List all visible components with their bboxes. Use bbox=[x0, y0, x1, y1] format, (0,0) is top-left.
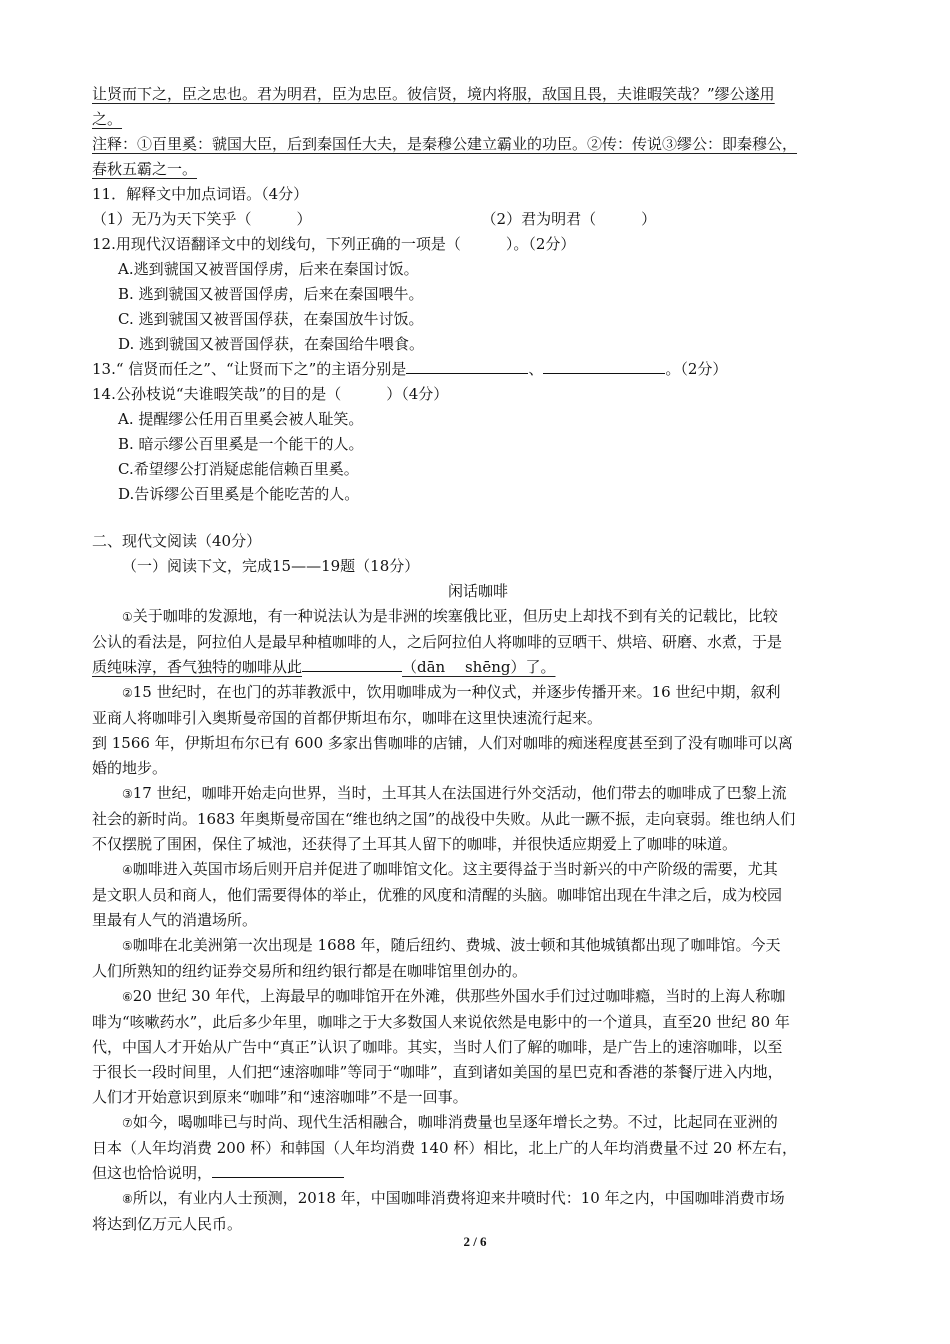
paragraph-text: 17 世纪，咖啡开始走向世界，当时，土耳其人在法国进行外交活动，他们带去的咖啡成了巴黎上流 bbox=[132, 784, 787, 802]
paragraph-2-line: 婚的地步。 bbox=[92, 759, 168, 777]
document-page bbox=[92, 82, 864, 1237]
question-14-option-a: A. 提醒缪公任用百里奚会被人耻笑。 bbox=[118, 410, 364, 428]
paragraph-text: 质纯味淳，香气独特的咖啡从此 bbox=[92, 658, 303, 676]
paragraph-1-line bbox=[92, 655, 864, 680]
passage-line: 让贤而下之，臣之忠也。君为明君，臣为忠臣。彼信贤，境内将服，敌国且畏，夫谁暇笑哉？”缪公遂用 bbox=[92, 85, 775, 103]
paragraph-2-line: 到 1566 年，伊斯坦布尔已有 600 多家出售咖啡的店铺，人们对咖啡的痴迷程度甚至到了没有咖啡可以离 bbox=[92, 734, 793, 752]
question-14-option-c: C.希望缪公打消疑虑能信赖百里奚。 bbox=[118, 460, 359, 478]
paragraph-text: 但这也恰恰说明， bbox=[92, 1164, 213, 1182]
paragraph-6-line: 于很长一段时间里，人们把“速溶咖啡”等同于“咖啡”，直到诸如美国的星巴克和香港的茶餐厅进入内地， bbox=[92, 1063, 783, 1081]
question-14-stem: 14.公孙枝说“夫谁暇笑哉”的目的是（ ）（4分） bbox=[92, 385, 449, 403]
paragraph-text: 关于咖啡的发源地，有一种说法认为是非洲的埃塞俄比亚，但历史上却找不到有关的记载比，比较 bbox=[132, 607, 778, 625]
paragraph-number: ③ bbox=[122, 787, 133, 801]
paragraph-number: ⑦ bbox=[122, 1116, 133, 1130]
answer-blank[interactable] bbox=[406, 357, 528, 374]
paragraph-text: 咖啡进入英国市场后则开启并促进了咖啡馆文化。这主要得益于当时新兴的中产阶级的需要，尤其 bbox=[132, 860, 778, 878]
paragraph-8-line bbox=[92, 1186, 864, 1212]
paragraph-1-line: 公认的看法是，阿拉伯人是最早种植咖啡的人，之后阿拉伯人将咖啡的豆晒干、烘培、研磨、水煮，于是 bbox=[92, 633, 783, 651]
paragraph-number: ⑧ bbox=[122, 1192, 133, 1206]
question-12-option-c: C. 逃到虢国又被晋国俘获，在秦国放牛讨饭。 bbox=[118, 310, 424, 328]
question-14-option-d: D.告诉缪公百里奚是个能吃苦的人。 bbox=[118, 485, 360, 503]
paragraph-7-line: 日本（人年均消费 200 杯）和韩国（人年均消费 140 杯）相比，北上广的人年均消费量不过 20 杯左右， bbox=[92, 1139, 797, 1157]
question-14-option-b: B. 暗示缪公百里奚是一个能干的人。 bbox=[118, 435, 364, 453]
annotation-line: 注释：①百里奚：虢国大臣，后到秦国任大夫，是秦穆公建立霸业的功臣。②传：传说③缪公：即秦穆公， bbox=[92, 135, 798, 153]
paragraph-4-line: 是文职人员和商人，他们需要得体的举止，优雅的风度和清醒的头脑。咖啡馆出现在牛津之后，成为校园 bbox=[92, 886, 783, 904]
question-12-option-b: B. 逃到虢国又被晋国俘虏，后来在秦国喂牛。 bbox=[118, 285, 424, 303]
question-11-stem: 11．解释文中加点词语。（4分） bbox=[92, 185, 309, 203]
paragraph-1-line bbox=[92, 604, 864, 630]
paragraph-text: 咖啡在北美洲第一次出现是 1688 年，随后纽约、费城、波士顿和其他城镇都出现了咖啡馆。今天 bbox=[132, 936, 781, 954]
question-13-sep: 、 bbox=[528, 360, 544, 378]
paragraph-2-line bbox=[92, 680, 864, 706]
paragraph-7-line bbox=[92, 1161, 864, 1186]
question-13 bbox=[92, 357, 864, 382]
paragraph-5-line: 人们所熟知的纽约证券交易所和纽约银行都是在咖啡馆里创办的。 bbox=[92, 962, 528, 980]
paragraph-number: ⑥ bbox=[122, 990, 133, 1004]
section-subheading: （一）阅读下文，完成15——19题（18分） bbox=[122, 557, 420, 575]
paragraph-text: 20 世纪 30 年代，上海最早的咖啡馆开在外滩，供那些外国水手们过过咖啡瘾，当时的上海人称咖 bbox=[132, 987, 786, 1005]
paragraph-number: ④ bbox=[122, 863, 133, 877]
paragraph-6-line bbox=[92, 984, 864, 1010]
question-12-option-d: D. 逃到虢国又被晋国俘获，在秦国给牛喂食。 bbox=[118, 335, 425, 353]
paragraph-3-line: 不仅摆脱了围困，保住了城池，还获得了土耳其人留下的咖啡，并很快适应期爱上了咖啡的味道。 bbox=[92, 835, 738, 853]
answer-blank[interactable] bbox=[543, 357, 665, 374]
pinyin-hint: （dān shēng）了。 bbox=[402, 658, 556, 676]
paragraph-text: 如今，喝咖啡已与时尚、现代生活相融合，咖啡消费量也呈逐年增长之势。不过，比起同在亚洲的 bbox=[132, 1113, 778, 1131]
paragraph-4-line bbox=[92, 857, 864, 883]
paragraph-2-line: 亚商人将咖啡引入奥斯曼帝国的首都伊斯坦布尔，咖啡在这里快速流行起来。 bbox=[92, 709, 603, 727]
paragraph-4-line: 里最有人气的消遣场所。 bbox=[92, 911, 258, 929]
paragraph-text: 15 世纪时，在也门的苏菲教派中，饮用咖啡成为一种仪式，并逐步传播开来。16 世纪中期，叙利 bbox=[132, 683, 781, 701]
question-13-stem: 13.“ 信贤而任之”、“让贤而下之”的主语分别是 bbox=[92, 360, 407, 378]
answer-blank[interactable] bbox=[302, 655, 402, 672]
paragraph-6-line: 啡为“咳嗽药水”，此后多少年里，咖啡之于大多数国人来说依然是电影中的一个道具，直至20 世纪 80 年 bbox=[92, 1013, 790, 1031]
question-11-item-2: （2）君为明君（ ） bbox=[481, 210, 657, 228]
paragraph-6-line: 人们才开始意识到原来“咖啡”和“速溶咖啡”不是一回事。 bbox=[92, 1088, 468, 1106]
paragraph-number: ① bbox=[122, 610, 133, 624]
section-heading: 二、现代文阅读（40分） bbox=[92, 532, 262, 550]
page-number: 2 / 6 bbox=[463, 1234, 487, 1249]
paragraph-8-line: 将达到亿万元人民币。 bbox=[92, 1215, 243, 1233]
article-title: 闲话咖啡 bbox=[447, 582, 508, 600]
question-12-option-a: A.逃到虢国又被晋国俘虏，后来在秦国讨饭。 bbox=[118, 260, 419, 278]
paragraph-text: 所以，有业内人士预测，2018 年，中国咖啡消费将迎来井喷时代：10 年之内，中国咖啡消费市场 bbox=[132, 1189, 785, 1207]
paragraph-7-line bbox=[92, 1110, 864, 1136]
answer-blank[interactable] bbox=[212, 1161, 344, 1178]
paragraph-6-line: 代，中国人才开始从广告中“真正”认识了咖啡。其实，当时人们了解的咖啡，是广告上的速溶咖啡，以至 bbox=[92, 1038, 783, 1056]
question-11-items bbox=[92, 207, 864, 232]
paragraph-number: ⑤ bbox=[122, 939, 133, 953]
passage-line: 之。 bbox=[92, 110, 123, 128]
question-13-tail: 。（2分） bbox=[665, 360, 728, 378]
paragraph-3-line: 社会的新时尚。1683 年奥斯曼帝国在“维也纳之国”的战役中失败。从此一蹶不振，走向衰弱。维也纳人们 bbox=[92, 810, 796, 828]
annotation-line: 春秋五霸之一。 bbox=[92, 160, 198, 178]
paragraph-5-line bbox=[92, 933, 864, 959]
paragraph-3-line bbox=[92, 781, 864, 807]
question-12-stem: 12.用现代汉语翻译文中的划线句，下列正确的一项是（ ）。（2分） bbox=[92, 235, 576, 253]
question-11-item-1: （1）无乃为天下笑乎（ ） bbox=[92, 210, 312, 228]
paragraph-number: ② bbox=[122, 686, 133, 700]
